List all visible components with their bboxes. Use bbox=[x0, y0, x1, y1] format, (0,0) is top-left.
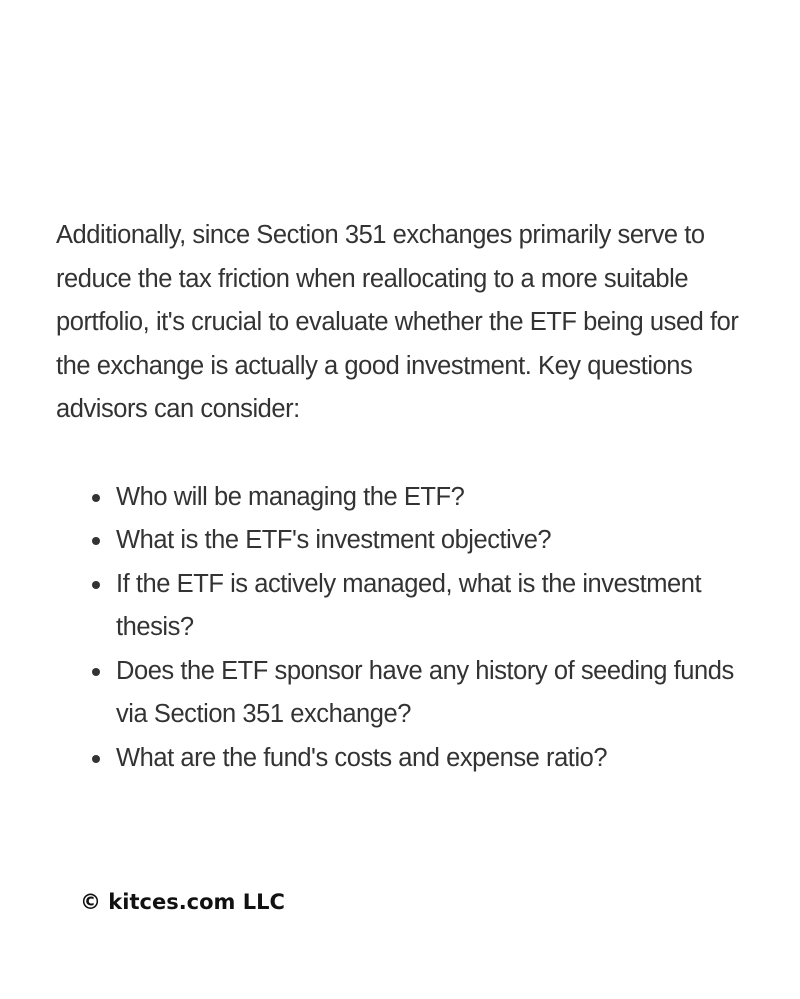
article-content bbox=[56, 214, 756, 780]
copyright-footer: © kitces.com LLC bbox=[80, 890, 285, 914]
list-item-text: Who will be managing the ETF? bbox=[116, 482, 465, 511]
bullet-icon bbox=[92, 755, 100, 763]
intro-paragraph: Additionally, since Section 351 exchanges primarily serve to reduce the tax friction when reallocating to a more suitable portfolio, it's crucial to evaluate whether the ETF being used for the exchange is actually a good investment. Key questions advisors can consider: bbox=[56, 221, 739, 423]
list-item-text: What are the fund's costs and expense ratio? bbox=[116, 743, 608, 772]
bullet-icon bbox=[92, 581, 100, 589]
bullet-icon bbox=[92, 537, 100, 545]
list-item bbox=[116, 519, 756, 563]
bullet-icon bbox=[92, 494, 100, 502]
list-item bbox=[116, 650, 756, 737]
list-item bbox=[116, 476, 756, 520]
questions-list bbox=[56, 476, 756, 781]
list-item bbox=[116, 737, 756, 781]
list-item-text: If the ETF is actively managed, what is the investment thesis? bbox=[116, 569, 702, 641]
list-item-text: What is the ETF's investment objective? bbox=[116, 526, 552, 554]
list-item bbox=[116, 563, 756, 650]
list-item-text: Does the ETF sponsor have any history of seeding funds via Section 351 exchange? bbox=[116, 656, 734, 728]
bullet-icon bbox=[92, 668, 100, 676]
